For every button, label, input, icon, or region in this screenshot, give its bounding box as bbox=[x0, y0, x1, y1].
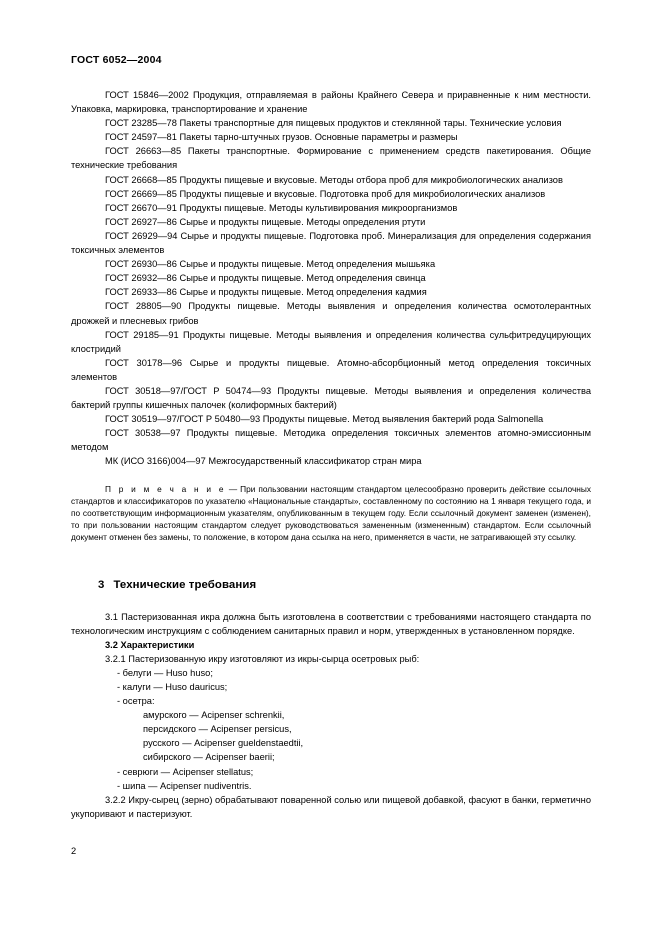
section-3-body bbox=[71, 610, 591, 821]
reference-item: ГОСТ 23285—78 Пакеты транспортные для пищевых продуктов и стеклянной тары. Технические условия bbox=[105, 118, 562, 129]
reference-item: ГОСТ 30518—97/ГОСТ Р 50474—93 Продукты пищевые. Методы выявления и определения количества бактерий группы кишечных палочек (колиформных бактерий) bbox=[71, 385, 591, 411]
reference-item: ГОСТ 26930—86 Сырье и продукты пищевые. Метод определения мышьяка bbox=[105, 259, 436, 270]
reference-item: МК (ИСО 3166)004—97 Межгосударственный классификатор стран мира bbox=[105, 456, 422, 467]
sturgeon-subspecies-item: сибирского — Acipenser baerii; bbox=[143, 752, 275, 763]
note-text: При пользовании настоящим стандартом целесообразно проверить действие ссылочных стандартов и классификаторов по указателю «Национальные стандарты», составленному по состоянию на 1 января текущего года, и по соответствующим информационным указателям, опубликованным в текущем году. Если ссылочный документ заменен (изменен), то при пользовании настоящим стандартом следует руководствоваться замененным (измененным) стандартом. Если ссылочный документ отменен без замены, то положение, в котором дана ссылка на него, применяется в части, не затрагивающей эту ссылку. bbox=[71, 483, 591, 543]
reference-item: ГОСТ 28805—90 Продукты пищевые. Методы выявления и определения количества осмотолерантных дрожжей и плесневых грибов bbox=[71, 301, 591, 326]
subheading-3-2: 3.2 Характеристики bbox=[105, 639, 195, 650]
page-number: 2 bbox=[71, 846, 77, 856]
document-header: ГОСТ 6052—2004 bbox=[71, 54, 162, 66]
reference-item: ГОСТ 29185—91 Продукты пищевые. Методы выявления и определения количества сульфитредуцирующих клостридий bbox=[71, 329, 591, 354]
clause-3-2-2: 3.2.2 Икру-сырец (зерно) обрабатывают поваренной солью или пищевой добавкой, фасуют в банки, герметично укупоривают и пастеризуют. bbox=[71, 794, 591, 819]
normative-references-list bbox=[71, 88, 591, 469]
note-label: П р и м е ч а н и е bbox=[105, 483, 226, 494]
species-item: - калуги — Huso dauricus; bbox=[117, 682, 228, 693]
reference-item: ГОСТ 26669—85 Продукты пищевые и вкусовые. Подготовка проб для микробиологических анализов bbox=[105, 188, 546, 199]
species-item: - белуги — Huso huso; bbox=[117, 667, 213, 678]
page-content bbox=[71, 54, 591, 821]
reference-item: ГОСТ 26663—85 Пакеты транспортные. Формирование с применением средств пакетирования. Общие технические требования bbox=[71, 146, 591, 171]
section-number: 3 bbox=[98, 578, 105, 591]
reference-item: ГОСТ 26670—91 Продукты пищевые. Методы культивирования микроорганизмов bbox=[105, 202, 458, 213]
reference-item: ГОСТ 24597—81 Пакеты тарно-штучных грузов. Основные параметры и размеры bbox=[105, 132, 458, 143]
section-title: Технические требования bbox=[113, 578, 257, 591]
sturgeon-subspecies-item: русского — Acipenser gueldenstaedtii, bbox=[143, 738, 304, 749]
clause-3-2-1: 3.2.1 Пастеризованную икру изготовляют из икры-сырца осетровых рыб: bbox=[105, 653, 420, 664]
reference-item: ГОСТ 30178—96 Сырье и продукты пищевые. Атомно-абсорбционный метод определения токсичных элементов bbox=[71, 357, 591, 382]
species-item: - севрюги — Acipenser stellatus; bbox=[117, 766, 254, 777]
note-block bbox=[71, 483, 591, 544]
sturgeon-subspecies-item: амурского — Acipenser schrenkii, bbox=[143, 710, 285, 721]
species-item: - осетра: bbox=[117, 696, 155, 707]
reference-item: ГОСТ 30538—97 Продукты пищевые. Методика определения токсичных элементов атомно-эмиссионным методом bbox=[71, 428, 591, 453]
species-item: - шипа — Acipenser nudiventris. bbox=[117, 780, 252, 791]
reference-item: ГОСТ 26929—94 Сырье и продукты пищевые. Подготовка проб. Минерализация для определения содержания токсичных элементов bbox=[71, 230, 591, 256]
reference-item: ГОСТ 26927—86 Сырье и продукты пищевые. Методы определения ртути bbox=[105, 216, 426, 227]
reference-item: ГОСТ 26668—85 Продукты пищевые и вкусовые. Методы отбора проб для микробиологических анализов bbox=[105, 174, 563, 185]
reference-item: ГОСТ 15846—2002 Продукция, отправляемая в районы Крайнего Севера и приравненные к ним местности. Упаковка, маркировка, транспортирование и хранение bbox=[71, 90, 591, 115]
section-heading-3 bbox=[71, 579, 591, 591]
sturgeon-subspecies-item: персидского — Acipenser persicus, bbox=[143, 724, 292, 735]
reference-item: ГОСТ 26932—86 Сырье и продукты пищевые. Метод определения свинца bbox=[105, 273, 426, 284]
reference-item: ГОСТ 26933—86 Сырье и продукты пищевые. Метод определения кадмия bbox=[105, 287, 427, 298]
reference-item: ГОСТ 30519—97/ГОСТ Р 50480—93 Продукты пищевые. Метод выявления бактерий рода Salmonella bbox=[105, 414, 544, 425]
clause-3-1: 3.1 Пастеризованная икра должна быть изготовлена в соответствии с требованиями настоящего стандарта по технологическим инструкциям с соблюдением санитарных правил и норм, утвержденных в установленном порядке. bbox=[71, 611, 591, 636]
note-dash: — bbox=[225, 483, 241, 494]
